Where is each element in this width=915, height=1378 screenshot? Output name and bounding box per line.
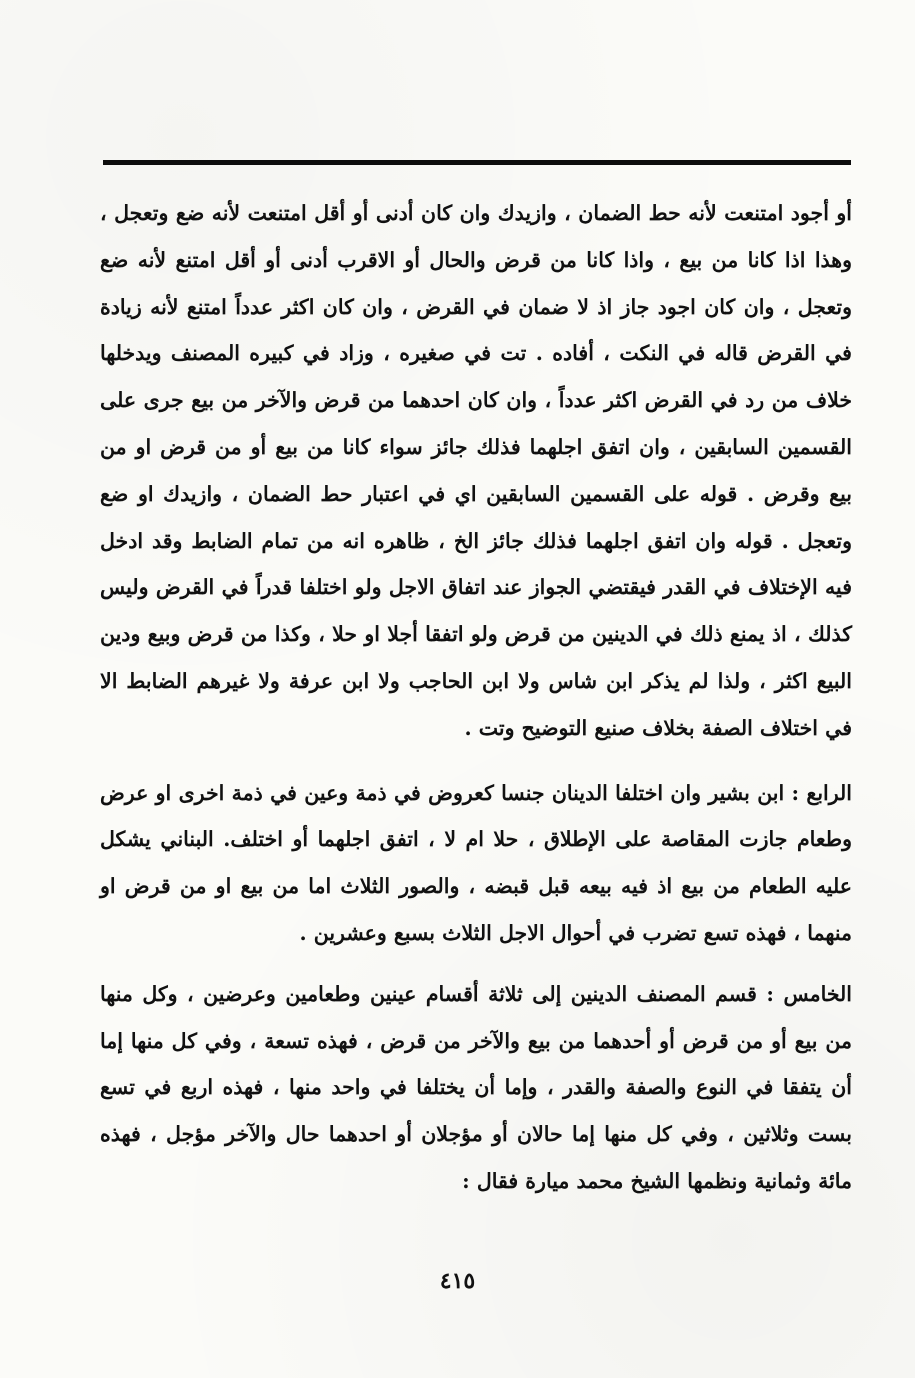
page-number: ٤١٥ (439, 1268, 476, 1294)
paragraph-1: أو أجود امتنعت لأنه حط الضمان ، وازيدك وان كان أدنى أو أقل امتنعت لأنه ضع وتعجل ، وهذا اذا كانا من بيع ، واذا كانا من قرض والحال أو الاقرب أدنى أو أقل امتنع لأنه ضع وتعجل ، وان كان اجود جاز اذ لا ضمان في القرض ، وان كان اكثر عدداً امتنع لأنه زيادة في القرض قاله في النكت ، أفاده . تت في صغيره ، وزاد في كبيره المصنف ويدخلها خلاف من رد في القرض اكثر عدداً ، وان كان احدهما من قرض والآخر من بيع جرى على القسمين السابقين ، وان اتفق اجلهما فذلك جائز سواء كانا من بيع أو من قرض او من بيع وقرض . قوله على القسمين السابقين اي في اعتبار حط الضمان ، وازيدك او ضع وتعجل . قوله وان اتفق اجلهما فذلك جائز الخ ، ظاهره انه من تمام الضابط وقد ادخل فيه الإختلاف في القدر فيقتضي الجواز عند اتفاق الاجل ولو اختلفا قدراً في القرض وليس كذلك ، اذ يمنع ذلك في الدينين من قرض ولو اتفقا أجلا او حلا ، وكذا من قرض وبيع ودين البيع اكثر ، ولذا لم يذكر ابن شاس ولا ابن الحاجب ولا ابن عرفة ولا غيرهم الضابط الا في اختلاف الصفة بخلاف صنيع التوضيح وتت . (100, 201, 852, 740)
paragraph-2-fourth: الرابع : ابن بشير وان اختلفا الدينان جنسا كعروض في ذمة وعين في ذمة اخرى او عرض وطعام جازت المقاصة على الإطلاق ، حلا ام لا ، اتفق اجلهما أو اختلف. البناني يشكل عليه الطعام من بيع اذ فيه بيعه قبل قبضه ، والصور الثلاث اما من بيع او من قرض او منهما ، فهذه تسع تضرب في أحوال الاجل الثلاث بسبع وعشرين . (100, 780, 852, 945)
page-body (100, 190, 852, 1205)
paragraph-3-fifth: الخامس : قسم المصنف الدينين إلى ثلاثة أقسام عينين وطعامين وعرضين ، وكل منها من بيع أو من قرض أو أحدهما من بيع والآخر من قرض ، فهذه تسعة ، وفي كل منها إما أن يتفقا في النوع والصفة والقدر ، وإما أن يختلفا في واحد منها ، فهذه اربع في تسع بست وثلاثين ، وفي كل منها إما حالان أو مؤجلان أو احدهما حال والآخر مؤجل ، فهذه مائة وثمانية ونظمها الشيخ محمد ميارة فقال : (100, 981, 852, 1193)
header-rule (103, 160, 851, 165)
